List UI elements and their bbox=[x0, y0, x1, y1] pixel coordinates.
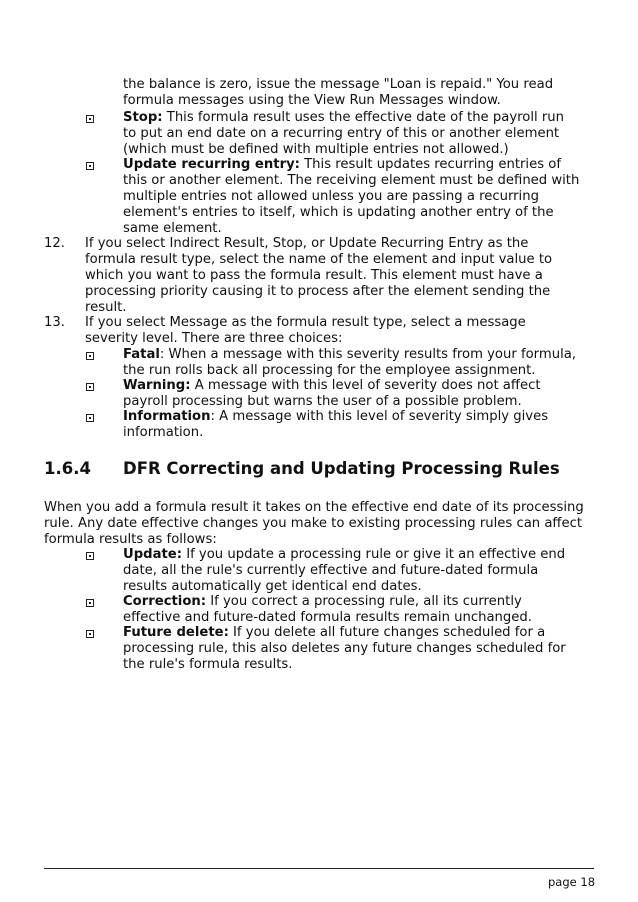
future-delete-line: processing rule, this also deletes any future changes scheduled for bbox=[123, 641, 566, 656]
update-recurring-line: Update recurring entry: This result updates recurring entries of bbox=[123, 157, 561, 172]
update-recurring-line: multiple entries not allowed unless you are passing a recurring bbox=[123, 189, 539, 204]
bullet-icon bbox=[86, 115, 94, 123]
step-12-line: which you want to pass the formula result. This element must have a bbox=[85, 268, 543, 283]
section-title: DFR Correcting and Updating Processing Rules bbox=[123, 459, 560, 478]
step-number: 13. bbox=[44, 315, 65, 330]
future-delete-line: Future delete: If you delete all future changes scheduled for a bbox=[123, 625, 546, 640]
future-delete-line: the rule's formula results. bbox=[123, 657, 293, 672]
section-intro-line: When you add a formula result it takes on the effective end date of its processing bbox=[44, 500, 584, 515]
correction-line: Correction: If you correct a processing rule, all its currently bbox=[123, 594, 522, 609]
fatal-line: Fatal: When a message with this severity results from your formula, bbox=[123, 347, 577, 362]
fatal-line: the run rolls back all processing for the employee assignment. bbox=[123, 363, 536, 378]
step-13-line: If you select Message as the formula result type, select a message bbox=[85, 315, 526, 330]
section-intro-line: formula results as follows: bbox=[44, 532, 217, 547]
correction-term: Correction: bbox=[123, 594, 207, 609]
correction-line: effective and future-dated formula results remain unchanged. bbox=[123, 610, 532, 625]
stop-line: Stop: This formula result uses the effective date of the payroll run bbox=[123, 110, 564, 125]
information-term: Information bbox=[123, 409, 211, 424]
warning-term: Warning: bbox=[123, 378, 191, 393]
page-number: page 18 bbox=[548, 875, 596, 889]
bullet-icon bbox=[86, 162, 94, 170]
bullet-icon bbox=[86, 630, 94, 638]
step-12-line: result. bbox=[85, 300, 127, 315]
step-13-line: severity level. There are three choices: bbox=[85, 331, 343, 346]
step-12-line: formula result type, select the name of the element and input value to bbox=[85, 252, 553, 267]
footer-rule bbox=[44, 868, 594, 869]
bullet-icon bbox=[86, 552, 94, 560]
update-recurring-term: Update recurring entry: bbox=[123, 157, 300, 172]
bullet-icon bbox=[86, 383, 94, 391]
step-12-line: If you select Indirect Result, Stop, or Update Recurring Entry as the bbox=[85, 236, 529, 251]
bullet-icon bbox=[86, 414, 94, 422]
intro-line: the balance is zero, issue the message "Loan is repaid." You read bbox=[123, 77, 554, 92]
warning-line: payroll processing but warns the user of a possible problem. bbox=[123, 394, 522, 409]
intro-line: formula messages using the View Run Messages window. bbox=[123, 93, 501, 108]
update-line: date, all the rule's currently effective and future-dated formula bbox=[123, 563, 539, 578]
warning-line: Warning: A message with this level of severity does not affect bbox=[123, 378, 541, 393]
update-line: results automatically get identical end dates. bbox=[123, 579, 422, 594]
information-line: information. bbox=[123, 425, 204, 440]
stop-term: Stop: bbox=[123, 110, 163, 125]
step-12-line: processing priority causing it to process after the element sending the bbox=[85, 284, 551, 299]
update-recurring-line: same element. bbox=[123, 221, 222, 236]
bullet-icon bbox=[86, 352, 94, 360]
update-recurring-line: element's entries to itself, which is updating another entry of the bbox=[123, 205, 554, 220]
bullet-icon bbox=[86, 599, 94, 607]
information-line: Information: A message with this level of severity simply gives bbox=[123, 409, 549, 424]
future-delete-term: Future delete: bbox=[123, 625, 229, 640]
stop-line: (which must be defined with multiple entries not allowed.) bbox=[123, 142, 509, 157]
update-term: Update: bbox=[123, 547, 183, 562]
stop-line: to put an end date on a recurring entry of this or another element bbox=[123, 126, 560, 141]
section-intro-line: rule. Any date effective changes you make to existing processing rules can affect bbox=[44, 516, 583, 531]
section-number: 1.6.4 bbox=[44, 459, 91, 478]
fatal-term: Fatal bbox=[123, 347, 160, 362]
update-line: Update: If you update a processing rule or give it an effective end bbox=[123, 547, 566, 562]
step-number: 12. bbox=[44, 236, 65, 251]
update-recurring-line: this or another element. The receiving element must be defined with bbox=[123, 173, 580, 188]
